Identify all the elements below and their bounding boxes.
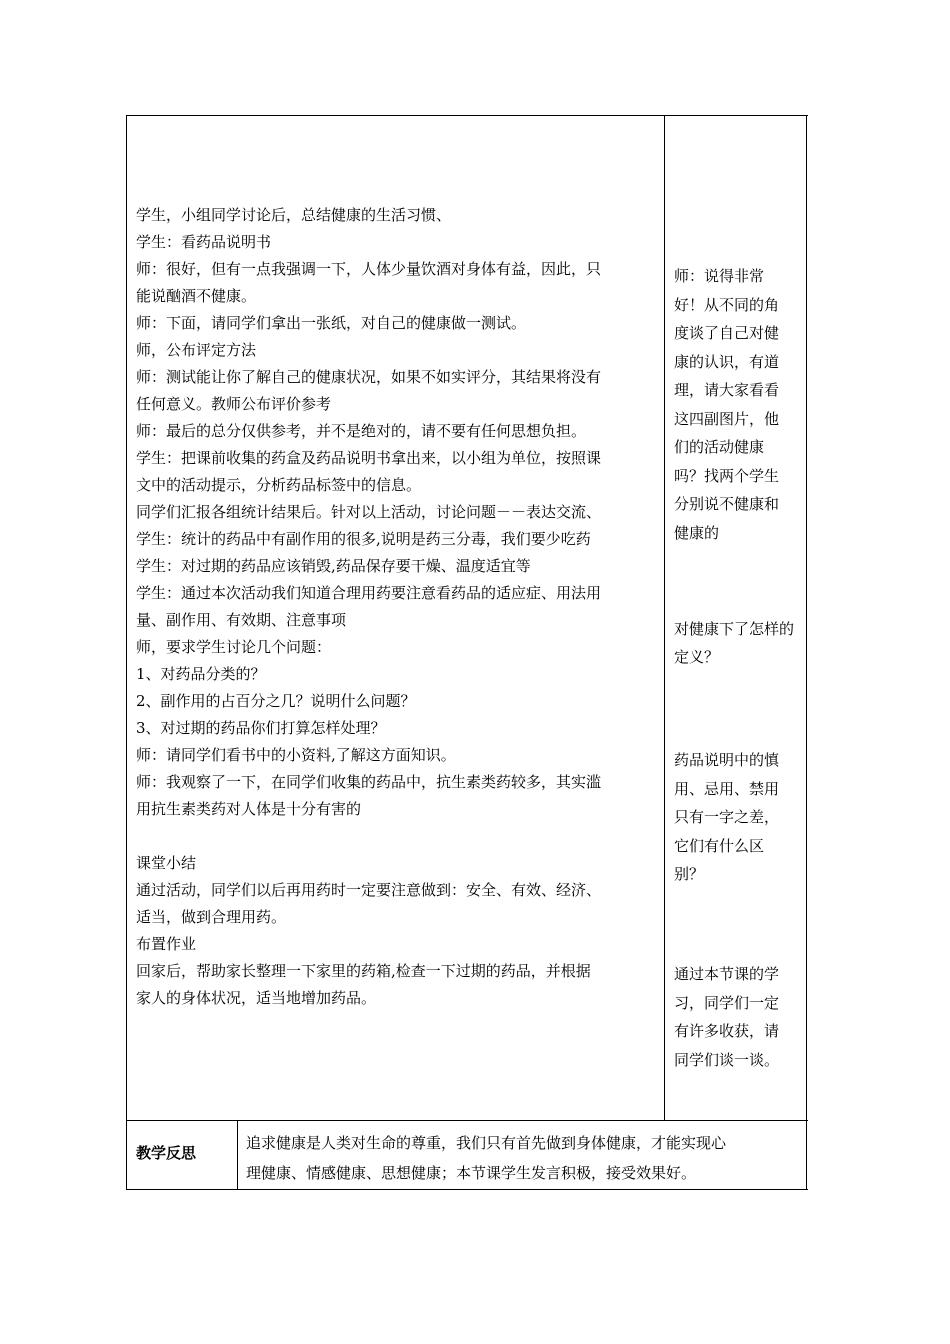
side-note-line: 健康的 xyxy=(674,523,720,542)
reflection-line: 理健康、情感健康、思想健康；本节课学生发言积极，接受效果好。 xyxy=(246,1164,697,1182)
reflection-divider xyxy=(237,1120,238,1190)
table-border-top xyxy=(126,115,808,116)
text-line: 师，公布评定方法 xyxy=(136,341,257,359)
text-line: 学生：统计的药品中有副作用的很多,说明是药三分毒，我们要少吃药 xyxy=(136,530,591,548)
table-border-right xyxy=(806,115,807,1190)
side-note-4 xyxy=(674,960,802,1074)
row-divider xyxy=(126,1120,808,1121)
section-heading-homework: 布置作业 xyxy=(136,935,197,953)
text-line: 师：下面，请同学们拿出一张纸，对自己的健康做一测试。 xyxy=(136,314,527,332)
side-note-line: 理，请大家看看 xyxy=(674,381,780,399)
text-line: 3、对过期的药品你们打算怎样处理？ xyxy=(136,719,386,737)
table-border-bottom xyxy=(126,1189,808,1190)
text-line: 师：最后的总分仅供参考，并不是绝对的，请不要有任何思想负担。 xyxy=(136,422,587,440)
text-line: 文中的活动提示，分析药品标签中的信息。 xyxy=(136,476,422,494)
text-line: 学生：对过期的药品应该销毁,药品保存要干燥、温度适宜等 xyxy=(136,557,531,575)
side-note-line: 通过本节课的学 xyxy=(674,965,780,983)
side-note-line: 分别说不健康和 xyxy=(674,495,780,513)
text-line: 能说酗酒不健康。 xyxy=(136,287,257,305)
text-line: 用抗生素类药对人体是十分有害的 xyxy=(136,800,362,818)
side-note-line: 对健康下了怎样的 xyxy=(674,620,795,638)
side-note-line: 用、忌用、禁用 xyxy=(674,779,780,798)
side-note-line: 吗？找两个学生 xyxy=(674,466,780,485)
side-note-line: 度谈了自己对健 xyxy=(674,324,780,342)
blank-line xyxy=(136,823,656,850)
section-heading-summary: 课堂小结 xyxy=(136,854,197,872)
text-line: 量、副作用、有效期、注意事项 xyxy=(136,611,347,629)
lesson-process-text xyxy=(136,202,656,1012)
text-line: 师：很好，但有一点我强调一下，人体少量饮酒对身体有益，因此，只 xyxy=(136,260,602,278)
reflection-line: 追求健康是人类对生命的尊重，我们只有首先做到身体健康，才能实现心 xyxy=(246,1134,727,1152)
side-note-line: 康的认识，有道 xyxy=(674,352,780,371)
side-note-line: 们的活动健康 xyxy=(674,438,765,456)
side-note-line: 师：说得非常 xyxy=(674,267,765,285)
text-line: 学生：通过本次活动我们知道合理用药要注意看药品的适应症、用法用 xyxy=(136,584,602,602)
text-line: 家人的身体状况，适当地增加药品。 xyxy=(136,989,377,1007)
side-note-line: 它们有什么区 xyxy=(674,836,765,855)
side-note-line: 这四副图片，他 xyxy=(674,409,780,428)
side-note-1 xyxy=(674,262,802,547)
text-line: 1、对药品分类的？ xyxy=(136,665,266,683)
side-note-line: 习，同学们一定 xyxy=(674,993,780,1012)
side-note-line: 只有一字之差， xyxy=(674,808,780,826)
text-line: 师：请同学们看书中的小资料,了解这方面知识。 xyxy=(136,746,456,764)
text-line: 任何意义。教师公布评价参考 xyxy=(136,395,332,413)
side-note-line: 定义？ xyxy=(674,648,720,666)
text-line: 回家后，帮助家长整理一下家里的药箱,检查一下过期的药品，并根据 xyxy=(136,962,591,980)
text-line: 师：我观察了一下，在同学们收集的药品中，抗生素类药较多，其实滥 xyxy=(136,773,602,791)
reflection-label: 教学反思 xyxy=(136,1144,197,1162)
text-line: 同学们汇报各组统计结果后。针对以上活动，讨论问题－－表达交流、 xyxy=(136,503,602,521)
side-note-2 xyxy=(674,615,802,671)
side-note-line: 别？ xyxy=(674,865,705,883)
text-line: 学生，小组同学讨论后，总结健康的生活习惯、 xyxy=(136,206,452,224)
side-note-3 xyxy=(674,746,802,889)
side-note-line: 好！从不同的角 xyxy=(674,295,780,314)
text-line: 适当，做到合理用药。 xyxy=(136,908,287,926)
text-line: 师，要求学生讨论几个问题： xyxy=(136,638,332,656)
column-divider xyxy=(664,115,665,1120)
text-line: 2、副作用的占百分之几？说明什么问题？ xyxy=(136,692,416,710)
reflection-text xyxy=(246,1128,796,1188)
text-line: 通过活动，同学们以后再用药时一定要注意做到：安全、有效、经济、 xyxy=(136,881,602,899)
table-border-left xyxy=(126,115,127,1190)
side-note-line: 同学们谈一谈。 xyxy=(674,1050,780,1069)
side-note-line: 有许多收获，请 xyxy=(674,1022,780,1040)
text-line: 学生：看药品说明书 xyxy=(136,233,272,251)
side-note-line: 药品说明中的慎 xyxy=(674,751,780,769)
text-line: 学生：把课前收集的药盒及药品说明书拿出来，以小组为单位，按照课 xyxy=(136,449,602,467)
text-line: 师：测试能让你了解自己的健康状况，如果不如实评分，其结果将没有 xyxy=(136,368,602,386)
